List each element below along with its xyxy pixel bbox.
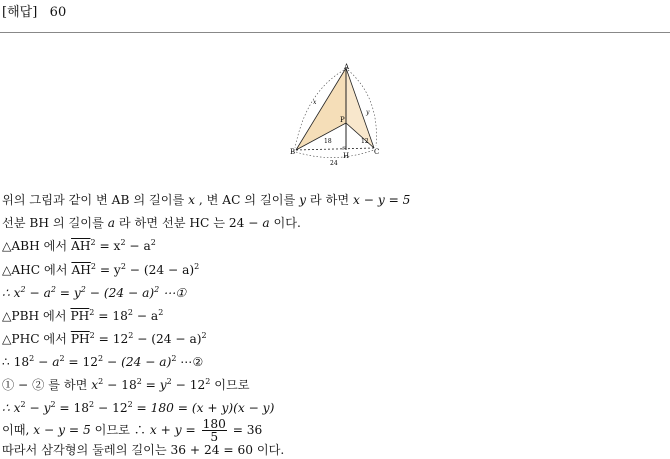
solution-line-8: ∴ $18^2 - a^2 = 12^2 - (24 - a)^2$ ⋯② [2, 354, 204, 369]
solution-line-7: △PHC 에서 $\overline{PH}^2 = 12^2 - (24 - a)^2$ [2, 331, 207, 346]
label-A: A [344, 63, 350, 71]
answer-label: [해답] [2, 5, 38, 20]
label-H: H [343, 152, 350, 160]
label-B: B [290, 148, 296, 156]
label-P: P [340, 116, 345, 124]
solution-line-11: 이때, x − y = 5 이므로 ∴ x + y = $\frac{180}{5}$ = 36 [2, 417, 263, 444]
answer-value: 60 [49, 5, 67, 20]
label-24: 24 [330, 160, 338, 167]
pyramid-figure [284, 62, 388, 168]
solution-line-3: △ABH 에서 $\overline{AH}^2 = x^2 - a^2$ [2, 238, 156, 253]
solution-line-9: ① − ② 를 하면 $x^2 - 18^2 = y^2 - 12^2$ 이므로 [2, 377, 250, 392]
label-x: x [313, 99, 317, 106]
answer-header [2, 1, 66, 20]
solution-line-5: ∴ $x^2 - a^2 = y^2 - (24 - a)^2$ ⋯① [2, 285, 187, 300]
label-18: 18 [324, 138, 332, 145]
solution-line-10: ∴ $x^2 - y^2 = 18^2 - 12^2 = 180 = (x + y)(x - y)$ [2, 400, 275, 415]
solution-line-4: △AHC 에서 $\overline{AH}^2 = y^2 - (24 - a)^2$ [2, 262, 200, 277]
solution-line-12: 따라서 삼각형의 둘레의 길이는 36 + 24 = 60 이다. [2, 443, 285, 457]
header-divider [0, 32, 670, 33]
label-y: y [366, 109, 370, 116]
label-12: 12 [361, 138, 369, 145]
solution-line-6: △PBH 에서 $\overline{PH}^2 = 18^2 - a^2$ [2, 308, 164, 323]
solution-line-2: 선분 BH 의 길이를 a 라 하면 선분 HC 는 24 − a 이다. [2, 216, 301, 230]
solution-line-1: 위의 그림과 같이 변 AB 의 길이를 x , 변 AC 의 길이를 y 라 하면 x − y = 5 [2, 193, 411, 207]
fraction-180-over-5: $\frac{180}{5}$ [202, 417, 226, 444]
label-C: C [374, 148, 380, 156]
